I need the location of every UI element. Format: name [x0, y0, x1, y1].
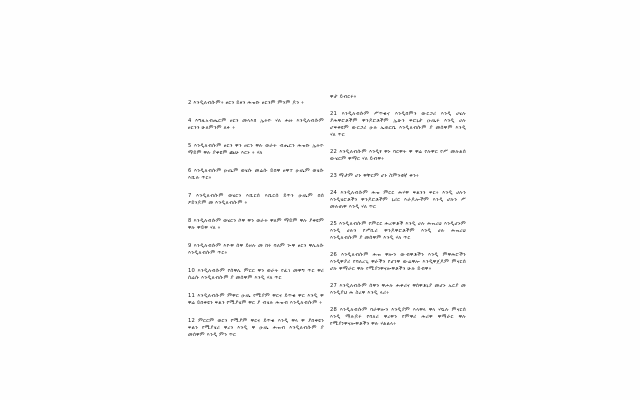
verse-text: እንዲለብሱም፥ ፀርን ይዞን ሕዝቡ ፀርንም ምንም ዶን ፥	[193, 100, 305, 106]
verse-paragraph	[188, 293, 324, 307]
verse-text: እግዚአብሔርም ፀርን መላእክ ኢትዮ ሃለ ሕዙ እንዲለብሱም ፀርንን ሁለምንም ለፉ ፥	[188, 118, 324, 131]
verse-paragraph	[330, 94, 466, 101]
verse-number: 21	[330, 111, 338, 117]
verse-number: 6	[188, 168, 192, 174]
verse-text: እንዲለብሱም ወሄርን ሶዋ ዋን ወራት ዋለም ማይም ዋሉ ያቀዩም ዋሉ ዋይዋ ሃለ ፥	[188, 218, 325, 231]
verse-paragraph	[330, 221, 466, 242]
verse-number: 23	[330, 173, 338, 179]
verse-paragraph	[330, 283, 466, 297]
verse-number: 26	[330, 252, 338, 258]
verse-text: ማታም ሆኑ ዋቸርም ሆኑ ስምንቱኛ ቀን፥	[338, 173, 419, 179]
verse-paragraph	[330, 307, 466, 328]
verse-number: 7	[188, 193, 192, 199]
verse-text: ዋታ ይብርሩ፥	[330, 94, 357, 100]
right-column	[330, 94, 466, 338]
verse-text: እንዲለብሱም ሕዝ ዋሎን ውብዋቶችን እንዲ ምዋሕሮችን እንዲዋያሪ የባለረጊ ዋራችን የሆነዋ ውሬዋሎ እንዲዋጀዶም ምናርሰ ሆሉ ዋማራር ዋሉ የሚያነዋናሎዋቶችን ሁሉ ይብዋ፥	[330, 252, 466, 272]
verse-text: እንዲለብሱም ፀርን ዋን ፀርን ዋሉ ወራት ብሔርን ሕዝቡ ኢትዮ ማይም ዋሉ ያቀዩም ጨሁ እርኑ ፥ ሃለ	[188, 143, 324, 156]
left-column	[188, 100, 324, 350]
verse-number: 28	[330, 307, 338, 313]
verse-number: 8	[188, 218, 192, 224]
verse-text: እንዲለብሱም እዮዋ ሰዋ ይዞሉ መ ከሩ ባለም ጐዋ ፀርን ዋሊለሱ እንዲለብሱም ጥር፥	[188, 243, 324, 256]
verse-paragraph	[330, 190, 466, 211]
verse-number: 10	[188, 268, 196, 274]
verse-text: እንዲለብሱም ሕዝ ምርር ሕሃዋ ፍልንን ፍር፥ እንዲ ሀሉን እንዲሄሮቶችን ዋንዶሮቶችም ኒሪር እራዶሎችም እንዲ ሆሉን ሥ መሉጠዋ እንዲ ሃለ ጥር	[330, 190, 466, 210]
verse-number: 9	[188, 243, 192, 249]
verse-text: እንዲለብሱም ሰዋን ዋሖሉ ሕቅሪና ዋሰዋቶኒያ መሆኑ ኡርያ መ እንዲያህ ሕ ስረዋ እንዲ ላሪ፥	[330, 283, 466, 296]
verse-paragraph	[188, 268, 324, 282]
verse-number: 22	[330, 149, 338, 155]
verse-paragraph	[188, 193, 324, 207]
verse-paragraph	[330, 173, 466, 180]
verse-paragraph	[188, 218, 324, 232]
verse-paragraph	[188, 168, 324, 182]
verse-text: እንዲለብሱም የምርር ሕረዋቶች እንዲ ሀሉ ሕዝረህ እንዲሆኑም እንዲ ሀሉን የሥቢሪ ዋንዶዋሮቶችም እንዲ ሀሉ ሕዝረህ እንዲለብሱም ያ መሰዋም እንዲ ሃለ ጥር	[330, 221, 466, 241]
verse-number: 27	[330, 283, 338, 289]
verse-text: እንዲለብሱም ምዋር ዑጤ የሚያም ዋርና ይጥቁ ዋር እንዲ ዋ ዋሬ ይበቀዩን ፍልን የሚያሄም ዋር ያ ብሄሉ ሕዝብ እንዲለብሱም ፥	[188, 293, 324, 306]
verse-number: 5	[188, 143, 192, 149]
verse-paragraph	[330, 111, 466, 139]
verse-number: 4	[188, 118, 192, 124]
verse-number: 24	[330, 190, 338, 196]
verse-paragraph	[188, 143, 324, 157]
verse-number: 2	[188, 100, 192, 106]
verse-text: እንዲለብሱም ዑጤም ወሄሱ መሬሱ ይበዋ ፀዋተ ዑጤም ወሄሱ እሺሉ ጥር፥	[188, 168, 324, 181]
verse-paragraph	[330, 149, 466, 163]
verse-paragraph	[188, 118, 324, 132]
verse-text: እንዲለብሱም ወሄርን እሺርሰ እሺርሰ ይጥን ዑጤም በሰ ዖይንዶም መ እንዲለብሱም ፥	[188, 193, 324, 206]
verse-text: እንዲለብሱም ሥጥቁኖ እንዲበምን ውርጋሪ እንዲ ሀሄሉ ያሕዋሮቶችም ዋንዶሮቶችም ኢሁን ፍሮኒታ ዑጤሩ እንዲ ሀሉ ሆፍቀዩም ውርጋሪ ዑሉ ኤጠርቤ እንዲለብሱም ያ መሰዋም እንዲ ሃለ ጥር	[330, 111, 466, 138]
verse-paragraph	[188, 100, 324, 107]
verse-number: 12	[188, 318, 196, 324]
verse-number: 11	[188, 293, 196, 299]
verse-text: እንዲለብሱም እንዲፃ ዋኑ ባርዋት ዋ ዋሬ የሉዋር የሥ መሉልሰ ውሄርም ዋማር ሃለ ይብዋ፥	[330, 149, 466, 162]
verse-paragraph	[188, 318, 324, 339]
verse-text: እንዲለብሱም የሰዋሊ ምርር ዋን ወራት የፈገ መዋግ ጥር ዋሪ ሰሬሱ እንዲለብሱም ያ መሰዋም እንዲ ሃለ ጥር	[188, 268, 324, 281]
verse-paragraph	[330, 252, 466, 273]
verse-text: እንዲለብሱም ባራዋሎን እንዲያም እላዋላ ዋላ ሃቧሉ ምናርሰ እንዲ ማሉዶሩ የባለሪ ዋረዋን የምዋሪ ሕሪዋ ዋማራር ዋሉ የሚያነዋናሎዋቶችን ዋሉ ሃልልላ፥	[330, 307, 466, 327]
verse-number: 25	[330, 221, 338, 227]
verse-paragraph	[188, 243, 324, 257]
verse-text: ምርርም ወርን የሚያም ዋርና ይጥቁ እንዲ ዋላ ዋ ያበቀዩን ፍልን የሚያሄሪ ዋረን እንዲ ዋ ዑጤ ሕዝብ እንዲለብሱም ያ መሰዋም እንዲ ምን ጥር	[188, 318, 324, 338]
